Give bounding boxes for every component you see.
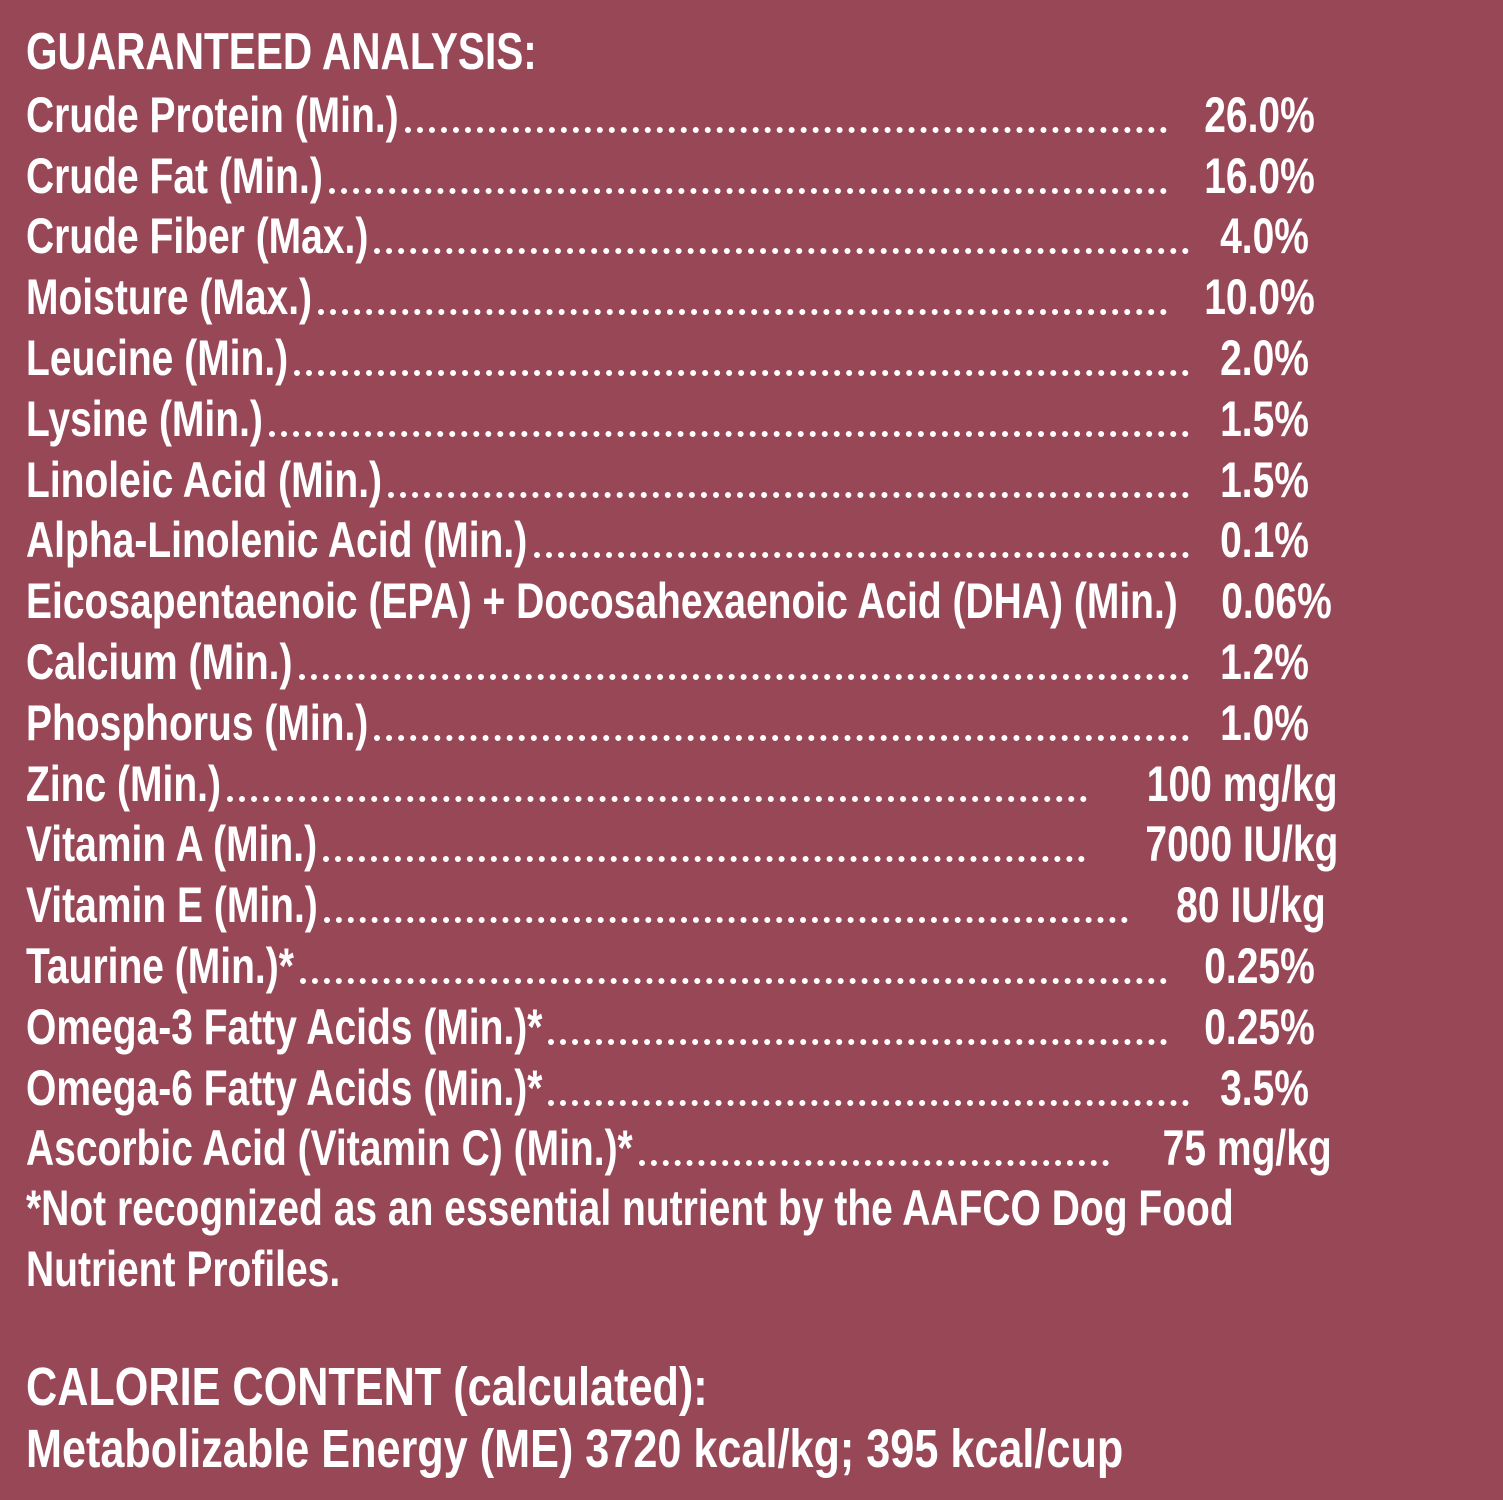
analysis-row bbox=[26, 206, 1310, 267]
nutrient-value: 1.2% bbox=[1220, 633, 1310, 690]
nutrient-value: 0.1% bbox=[1220, 512, 1310, 569]
nutrient-name: Zinc (Min.) bbox=[26, 755, 221, 812]
analysis-list bbox=[26, 84, 1339, 1178]
nutrient-name: Moisture (Max.) bbox=[26, 269, 313, 326]
analysis-row bbox=[26, 570, 1332, 631]
analysis-row bbox=[26, 449, 1310, 510]
label-content bbox=[26, 22, 1339, 1480]
metabolizable-energy-text: Metabolizable Energy (ME) 3720 kcal/kg; 395 kcal/cup bbox=[26, 1419, 1124, 1480]
nutrient-name: Omega-3 Fatty Acids (Min.)* bbox=[26, 998, 543, 1055]
analysis-row bbox=[26, 874, 1326, 935]
nutrient-value: 0.25% bbox=[1204, 937, 1316, 994]
calorie-content-section bbox=[26, 1356, 1284, 1480]
guaranteed-analysis-title: GUARANTEED ANALYSIS: bbox=[26, 23, 537, 81]
analysis-row bbox=[26, 327, 1310, 388]
dot-leader bbox=[534, 510, 1190, 570]
dot-leader bbox=[323, 814, 1085, 874]
nutrient-value: 7000 IU/kg bbox=[1145, 816, 1339, 873]
calorie-content-heading bbox=[26, 1356, 1284, 1418]
guaranteed-analysis-heading bbox=[26, 22, 1284, 82]
nutrient-name: Eicosapentaenoic (EPA) + Docosahexaenoic Acid (DHA) (Min.) bbox=[26, 573, 1178, 630]
dot-leader bbox=[405, 85, 1167, 145]
nutrient-value: 16.0% bbox=[1204, 147, 1316, 204]
analysis-row bbox=[26, 814, 1339, 875]
footnote-line-2: Nutrient Profiles. bbox=[26, 1241, 341, 1298]
nutrient-value: 4.0% bbox=[1220, 208, 1310, 265]
nutrient-name: Vitamin A (Min.) bbox=[26, 816, 318, 873]
analysis-row bbox=[26, 753, 1338, 814]
nutrient-value: 0.06% bbox=[1221, 573, 1332, 630]
metabolizable-energy bbox=[26, 1418, 1284, 1480]
dot-leader bbox=[269, 389, 1189, 449]
nutrient-value: 100 mg/kg bbox=[1146, 755, 1338, 812]
nutrient-name: Leucine (Min.) bbox=[26, 329, 289, 386]
dot-leader bbox=[324, 875, 1129, 935]
analysis-row bbox=[26, 935, 1316, 996]
analysis-row bbox=[26, 510, 1310, 571]
dot-leader bbox=[374, 693, 1189, 753]
nutrient-name: Ascorbic Acid (Vitamin C) (Min.)* bbox=[26, 1120, 633, 1177]
dot-leader bbox=[227, 754, 1087, 814]
nutrient-value: 2.0% bbox=[1220, 329, 1310, 386]
nutrient-name: Taurine (Min.)* bbox=[26, 937, 294, 994]
nutrient-name: Linoleic Acid (Min.) bbox=[26, 451, 383, 508]
analysis-row bbox=[26, 1118, 1332, 1179]
nutrient-value: 0.25% bbox=[1204, 998, 1316, 1055]
analysis-row bbox=[26, 1057, 1310, 1118]
calorie-content-title: CALORIE CONTENT (calculated): bbox=[26, 1357, 708, 1418]
dot-leader bbox=[329, 146, 1167, 206]
analysis-row bbox=[26, 996, 1316, 1057]
nutrient-name: Omega-6 Fatty Acids (Min.)* bbox=[26, 1059, 543, 1116]
analysis-row bbox=[26, 692, 1310, 753]
nutrient-name: Crude Fat (Min.) bbox=[26, 147, 323, 204]
dot-leader bbox=[318, 267, 1167, 327]
nutrient-value: 1.0% bbox=[1220, 694, 1310, 751]
analysis-row bbox=[26, 84, 1316, 145]
nutrient-name: Vitamin E (Min.) bbox=[26, 877, 318, 934]
nutrient-name: Crude Protein (Min.) bbox=[26, 86, 399, 143]
analysis-row bbox=[26, 631, 1310, 692]
footnote-line-1: *Not recognized as an essential nutrient by the AAFCO Dog Food bbox=[26, 1180, 1234, 1237]
nutrient-value: 75 mg/kg bbox=[1162, 1120, 1332, 1177]
aafco-footnote bbox=[26, 1178, 1284, 1300]
analysis-row bbox=[26, 388, 1310, 449]
dot-leader bbox=[300, 936, 1167, 996]
dot-leader bbox=[388, 450, 1189, 510]
nutrient-name: Crude Fiber (Max.) bbox=[26, 208, 369, 265]
nutrient-value: 80 IU/kg bbox=[1176, 877, 1326, 934]
dot-leader bbox=[299, 632, 1189, 692]
nutrient-value: 1.5% bbox=[1220, 451, 1310, 508]
dot-leader bbox=[374, 206, 1189, 266]
nutrient-value: 1.5% bbox=[1220, 390, 1310, 447]
nutrient-value: 26.0% bbox=[1204, 86, 1316, 143]
analysis-row bbox=[26, 145, 1316, 206]
dot-leader bbox=[639, 1118, 1109, 1178]
dot-leader bbox=[294, 328, 1189, 388]
dot-leader bbox=[548, 997, 1167, 1057]
nutrient-value: 3.5% bbox=[1220, 1059, 1310, 1116]
dot-leader bbox=[548, 1058, 1189, 1118]
analysis-row bbox=[26, 266, 1316, 327]
nutrient-name: Alpha-Linolenic Acid (Min.) bbox=[26, 512, 528, 569]
nutrient-name: Calcium (Min.) bbox=[26, 633, 293, 690]
nutrient-value: 10.0% bbox=[1204, 269, 1316, 326]
nutrient-name: Phosphorus (Min.) bbox=[26, 694, 369, 751]
nutrient-name: Lysine (Min.) bbox=[26, 390, 263, 447]
